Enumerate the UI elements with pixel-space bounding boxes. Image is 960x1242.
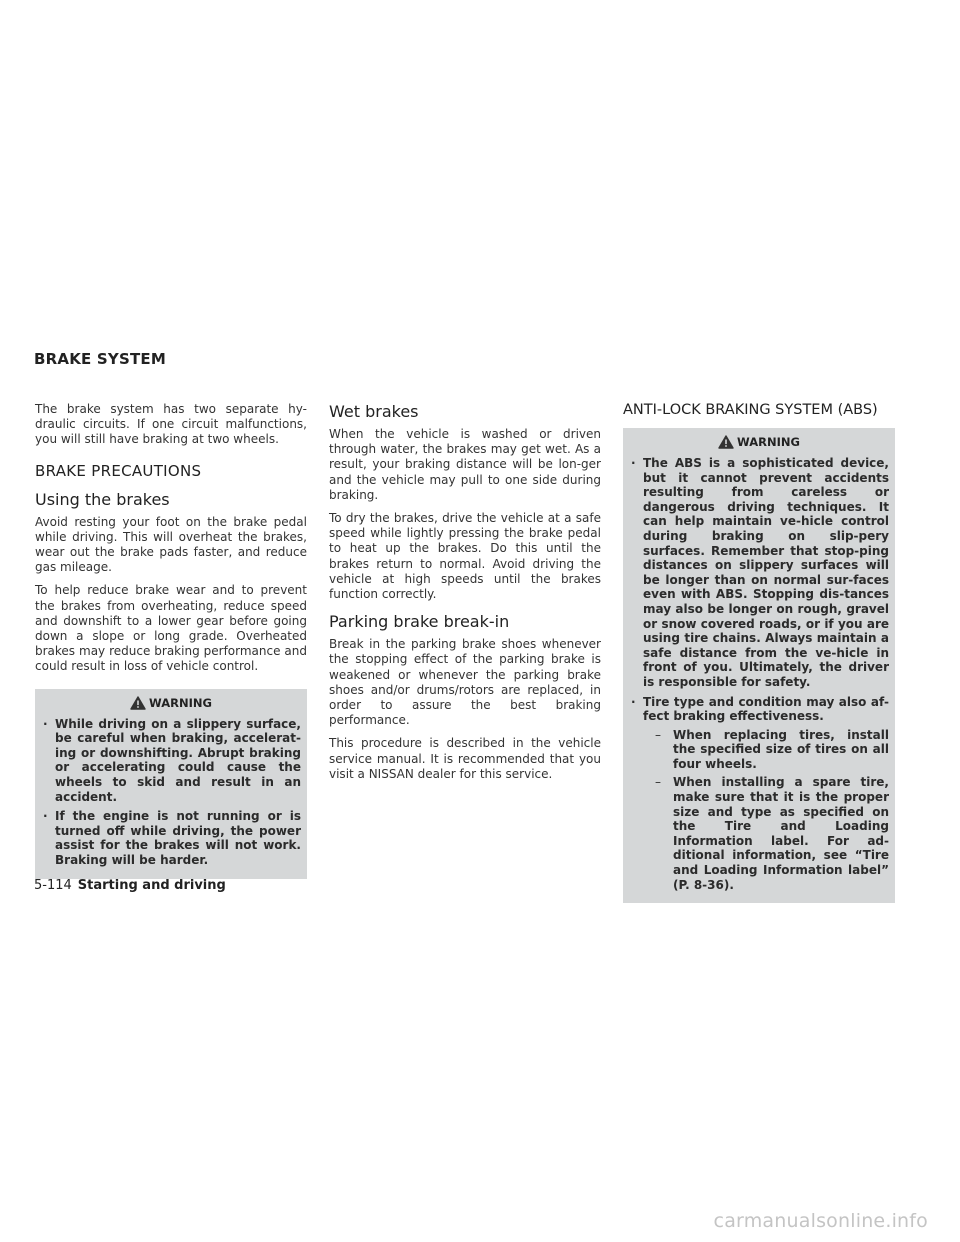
warning-item: · Tire type and condition may also af-fect braking effectiveness. – When replacing tires, install the specified size of tires on all four wheels. – When installing a spare tire, make sure that it is the proper size and type as specified on the Tire and Loading Information label. For ad-ditional information, see “Tire and Loading Information label” (P. 8-36). xyxy=(631,694,889,892)
warning-header xyxy=(41,689,301,717)
heading-wet-brakes: Wet brakes xyxy=(329,402,419,421)
warning-item: · The ABS is a sophisticated device, but it cannot prevent accidents resulting from careless or dangerous driving techniques. It can help maintain ve-hicle control during braking on slip-pery surfaces. Remember that stop-ping distances on slippery surfaces will be longer than on normal sur-faces even with ABS. Stopping dis-tances may also be longer on rough, gravel or snow covered roads, or if you are using tire chains. Always maintain a safe distance from the ve-hicle in front of you. Ultimately, the driver is responsible for safety. xyxy=(631,456,889,689)
column-middle xyxy=(329,402,601,790)
paragraph: To dry the brakes, drive the vehicle at a safe speed while lightly pressing the brake pedal to heat up the brakes. Do this until the brakes return to normal. Avoid driving the vehicle at high speeds until the brakes function correctly. xyxy=(329,511,601,602)
page-footer xyxy=(34,878,226,893)
warning-triangle-icon xyxy=(718,435,734,449)
warning-subtext: When replacing tires, install the specified size of tires on all four wheels. xyxy=(673,727,889,771)
heading-abs: ANTI-LOCK BRAKING SYSTEM (ABS) xyxy=(623,402,878,418)
section-title: BRAKE SYSTEM xyxy=(34,350,166,368)
paragraph: Avoid resting your foot on the brake pedal while driving. This will overheat the brakes, wear out the brake pads faster, and reduce gas mileage. xyxy=(35,514,307,575)
warning-header xyxy=(629,428,889,456)
column-right xyxy=(623,402,895,903)
warning-subtext: When installing a spare tire, make sure that it is the proper size and type as specified on the Tire and Loading Information label. For ad-ditional information, see “Tire and Loading Information label” (P. 8-36). xyxy=(673,775,889,892)
warning-label: WARNING xyxy=(737,435,800,449)
heading-using-the-brakes: Using the brakes xyxy=(35,489,170,509)
warning-text: If the engine is not running or is turned off while driving, the power assist for the brakes will not work. Braking will be harder. xyxy=(55,809,301,867)
warning-box xyxy=(35,689,307,879)
intro-paragraph: The brake system has two separate hy-draulic circuits. If one circuit malfunctions, you will still have braking at two wheels. xyxy=(35,402,307,447)
warning-list xyxy=(629,456,889,892)
warning-item: · If the engine is not running or is turned off while driving, the power assist for the brakes will not work. Braking will be harder. xyxy=(43,809,301,867)
paragraph: Break in the parking brake shoes whenever the stopping effect of the parking brake is weakened or whenever the parking brake shoes and/or drums/rotors are replaced, in order to assure the best braking performance. xyxy=(329,637,601,728)
warning-sublist xyxy=(643,728,889,893)
warning-text: The ABS is a sophisticated device, but it cannot prevent accidents resulting from careless or dangerous driving techniques. It can help maintain ve-hicle control during braking on slip-pery surfaces. Remember that stop-ping distances on slippery surfaces will be longer than on normal sur-faces even with ABS. Stopping dis-tances may also be longer on rough, gravel or snow covered roads, or if you are using tire chains. Always maintain a safe distance from the ve-hicle in front of you. Ultimately, the driver is responsible for safety. xyxy=(643,456,889,689)
page-number: 5-114 xyxy=(34,878,72,893)
heading-brake-precautions: BRAKE PRECAUTIONS xyxy=(35,461,202,480)
column-left xyxy=(35,402,307,879)
warning-list xyxy=(41,717,301,868)
warning-label: WARNING xyxy=(149,695,212,710)
warning-box xyxy=(623,428,895,903)
warning-triangle-icon xyxy=(130,696,146,710)
paragraph: When the vehicle is washed or driven through water, the brakes may get wet. As a result, your braking distance will be lon-ger and the vehicle may pull to one side during braking. xyxy=(329,427,601,502)
heading-parking-brake-break-in: Parking brake break-in xyxy=(329,612,510,632)
chapter-title: Starting and driving xyxy=(77,878,226,893)
watermark[interactable]: carmanualsonline.info xyxy=(713,1210,928,1232)
warning-text: Tire type and condition may also af-fect braking effectiveness. xyxy=(643,694,889,724)
paragraph: This procedure is described in the vehicle service manual. It is recommended that you visit a NISSAN dealer for this service. xyxy=(329,736,601,781)
warning-item: · While driving on a slippery surface, be careful when braking, accelerat-ing or downshifting. Abrupt braking or accelerating could cause the wheels to skid and result in an accident. xyxy=(43,716,301,804)
warning-subitem: – When installing a spare tire, make sure that it is the proper size and type as specified on the Tire and Loading Information label. For ad-ditional information, see “Tire and Loading Information label” (P. 8-36). xyxy=(655,775,889,892)
paragraph: To help reduce brake wear and to prevent the brakes from overheating, reduce speed and downshift to a lower gear before going down a slope or long grade. Overheated brakes may reduce braking performance and could result in loss of vehicle control. xyxy=(35,583,307,674)
warning-text: While driving on a slippery surface, be careful when braking, accelerat-ing or downshifting. Abrupt braking or accelerating could cause the wheels to skid and result in an accident. xyxy=(55,716,301,804)
warning-subitem: – When replacing tires, install the specified size of tires on all four wheels. xyxy=(655,727,889,771)
